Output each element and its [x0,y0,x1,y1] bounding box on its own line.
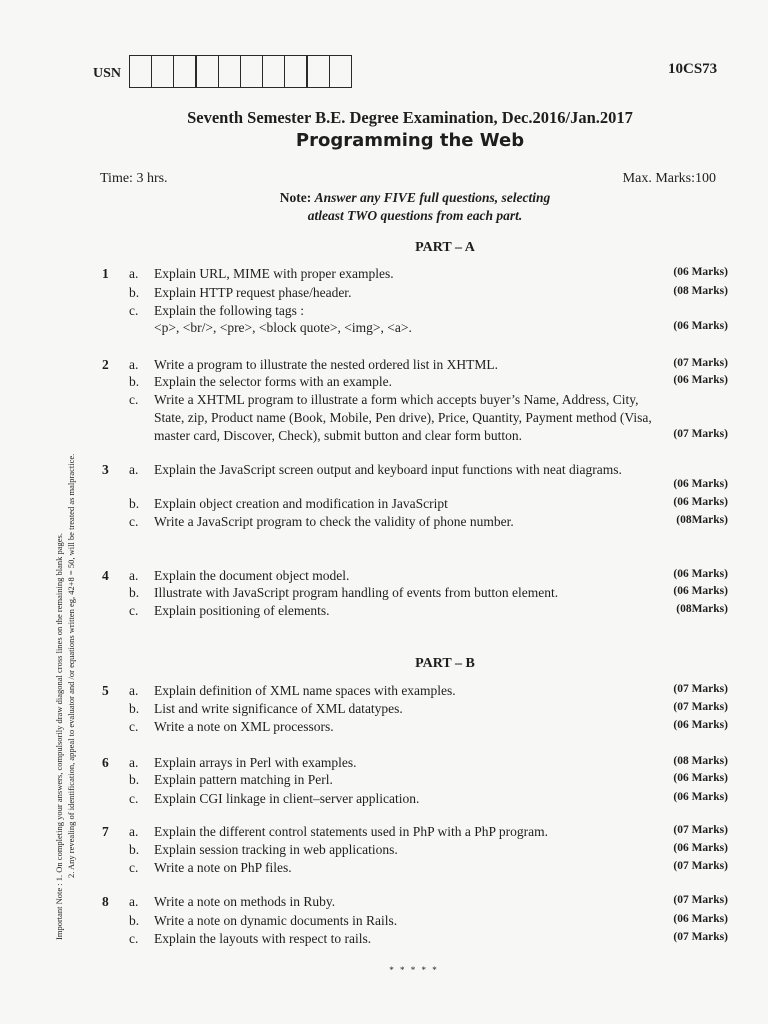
usn-digit-box [262,55,286,88]
question-row [0,320,768,338]
part-b-heading: PART – B [415,656,475,671]
sub-question-letter: b. [129,842,140,857]
question-row [0,719,768,737]
question-row [0,842,768,860]
question-row [0,772,768,790]
sub-question-letter: a. [129,683,139,698]
question-row [0,428,768,446]
question-marks: (06 Marks) [673,791,728,803]
question-row [0,514,768,532]
question-marks: (08 Marks) [673,285,728,297]
question-marks: (07 Marks) [673,701,728,713]
question-marks: (06 Marks) [673,772,728,784]
question-row [0,496,768,514]
question-marks: (06 Marks) [673,496,728,508]
question-text: Write a note on methods in Ruby. [154,894,336,909]
question-text: master card, Discover, Check), submit button and clear form button. [154,428,522,443]
question-text: Write a note on XML processors. [154,719,334,734]
usn-digit-box [329,55,353,88]
question-number: 5 [102,683,109,698]
question-text: Explain pattern matching in Perl. [154,772,333,787]
question-row [0,568,768,586]
question-number: 2 [102,357,109,372]
question-marks: (08Marks) [676,603,728,615]
sub-question-letter: a. [129,266,139,281]
sub-question-letter: c. [129,392,139,407]
sub-question-letter: c. [129,603,139,618]
usn-digit-box [240,55,264,88]
question-number: 7 [102,824,109,839]
sub-question-letter: a. [129,568,139,583]
question-row [0,701,768,719]
question-number: 1 [102,266,109,281]
usn-digit-box [129,55,153,88]
question-text: Write a note on PhP files. [154,860,292,875]
sub-question-letter: c. [129,719,139,734]
question-text: Write a XHTML program to illustrate a form which accepts buyer’s Name, Address, City, [154,392,639,407]
instructions-note [0,189,768,225]
question-marks: (06 Marks) [673,320,728,332]
question-marks: (06 Marks) [673,913,728,925]
question-marks: (06 Marks) [673,585,728,597]
question-row [0,913,768,931]
question-text: Explain session tracking in web applications. [154,842,398,857]
sub-question-letter: b. [129,585,140,600]
subject-title: Programming the Web [295,130,525,151]
sub-question-letter: a. [129,357,139,372]
sub-question-letter: a. [129,462,139,477]
question-text: Explain HTTP request phase/header. [154,285,352,300]
question-marks: (06 Marks) [673,478,728,490]
sub-question-letter: b. [129,772,140,787]
question-row [0,392,768,410]
question-marks: (07 Marks) [673,683,728,695]
part-a-heading: PART – A [415,240,475,255]
question-text: Write a note on dynamic documents in Rails. [154,913,398,928]
question-row [0,824,768,842]
question-number: 6 [102,755,109,770]
question-row [0,683,768,701]
question-text: Explain CGI linkage in client–server application. [154,791,420,806]
usn-digit-box [284,55,308,88]
sub-question-letter: c. [129,514,139,529]
sub-question-letter: b. [129,374,140,389]
question-text: Illustrate with JavaScript program handling of events from button element. [154,585,559,600]
question-row [0,357,768,375]
question-text: Explain the selector forms with an example. [154,374,393,389]
question-text: Write a JavaScript program to check the validity of phone number. [154,514,514,529]
paper-code: 10CS73 [668,61,718,77]
sub-question-letter: c. [129,791,139,806]
question-row [0,894,768,912]
question-text: Explain definition of XML name spaces with examples. [154,683,456,698]
question-marks: (06 Marks) [673,568,728,580]
question-row [0,478,768,496]
question-marks: (06 Marks) [673,266,728,278]
question-row [0,791,768,809]
question-text: Explain positioning of elements. [154,603,330,618]
sub-question-letter: a. [129,824,139,839]
question-row [0,285,768,303]
end-of-paper-stars: * * * * * [389,965,439,975]
max-marks: Max. Marks:100 [622,171,716,186]
question-marks: (07 Marks) [673,860,728,872]
usn-digit-box [195,55,219,88]
question-marks: (06 Marks) [673,719,728,731]
question-text: Explain URL, MIME with proper examples. [154,266,394,281]
question-text: Explain the following tags : [154,303,304,318]
sub-question-letter: c. [129,931,139,946]
question-marks: (06 Marks) [673,842,728,854]
question-row [0,585,768,603]
usn-digit-box [173,55,197,88]
question-number: 3 [102,462,109,477]
question-text: Explain the document object model. [154,568,350,583]
note-line-2: atleast TWO questions from each part. [307,208,523,223]
sub-question-letter: a. [129,755,139,770]
usn-digit-box [151,55,175,88]
question-text: Explain the JavaScript screen output and keyboard input functions with neat diagrams. [154,462,622,477]
question-text: Explain arrays in Perl with examples. [154,755,357,770]
question-row [0,755,768,773]
question-marks: (07 Marks) [673,428,728,440]
note-line-1: Answer any FIVE full questions, selecting [314,190,551,205]
question-marks: (07 Marks) [673,824,728,836]
question-text: Write a program to illustrate the nested ordered list in XHTML. [154,357,498,372]
sub-question-letter: b. [129,701,140,716]
usn-digit-box [218,55,242,88]
sub-question-letter: b. [129,285,140,300]
question-text: Explain object creation and modification in JavaScript [154,496,448,511]
question-marks: (08 Marks) [673,755,728,767]
usn-label: USN [93,66,122,81]
question-text: Explain the layouts with respect to rails. [154,931,372,946]
sub-question-letter: b. [129,496,140,511]
question-text: State, zip, Product name (Book, Mobile, Pen drive), Price, Quantity, Payment method (Visa, [154,410,652,425]
question-marks: (07 Marks) [673,357,728,369]
question-row [0,374,768,392]
usn-boxes [130,55,352,88]
time-allowed: Time: 3 hrs. [100,171,168,186]
question-number: 4 [102,568,109,583]
question-text: Explain the different control statements used in PhP with a PhP program. [154,824,548,839]
question-marks: (06 Marks) [673,374,728,386]
question-row [0,303,768,321]
question-number: 8 [102,894,109,909]
question-row [0,931,768,949]
side-note-line-1: Important Note : 1. On completing your answers, compulsorily draw diagonal cross lines on the remaining blank pages. [54,533,64,940]
question-text: List and write significance of XML datatypes. [154,701,403,716]
sub-question-letter: c. [129,303,139,318]
question-row [0,410,768,428]
question-row [0,860,768,878]
side-note-line-2: 2. Any revealing of identification, appeal to evaluator and /or equations written eg, 42+8 = 50, will be treated as malpractice. [66,453,76,878]
sub-question-letter: b. [129,913,140,928]
question-marks: (08Marks) [676,514,728,526]
usn-digit-box [306,55,330,88]
sub-question-letter: a. [129,894,139,909]
question-row [0,266,768,284]
note-label: Note: [279,190,312,205]
question-marks: (07 Marks) [673,894,728,906]
sub-question-letter: c. [129,860,139,875]
question-text: <p>, <br/>, <pre>, <block quote>, <img>, <a>. [154,320,412,335]
question-marks: (07 Marks) [673,931,728,943]
question-row [0,603,768,621]
exam-title: Seventh Semester B.E. Degree Examination, Dec.2016/Jan.2017 [187,108,633,127]
